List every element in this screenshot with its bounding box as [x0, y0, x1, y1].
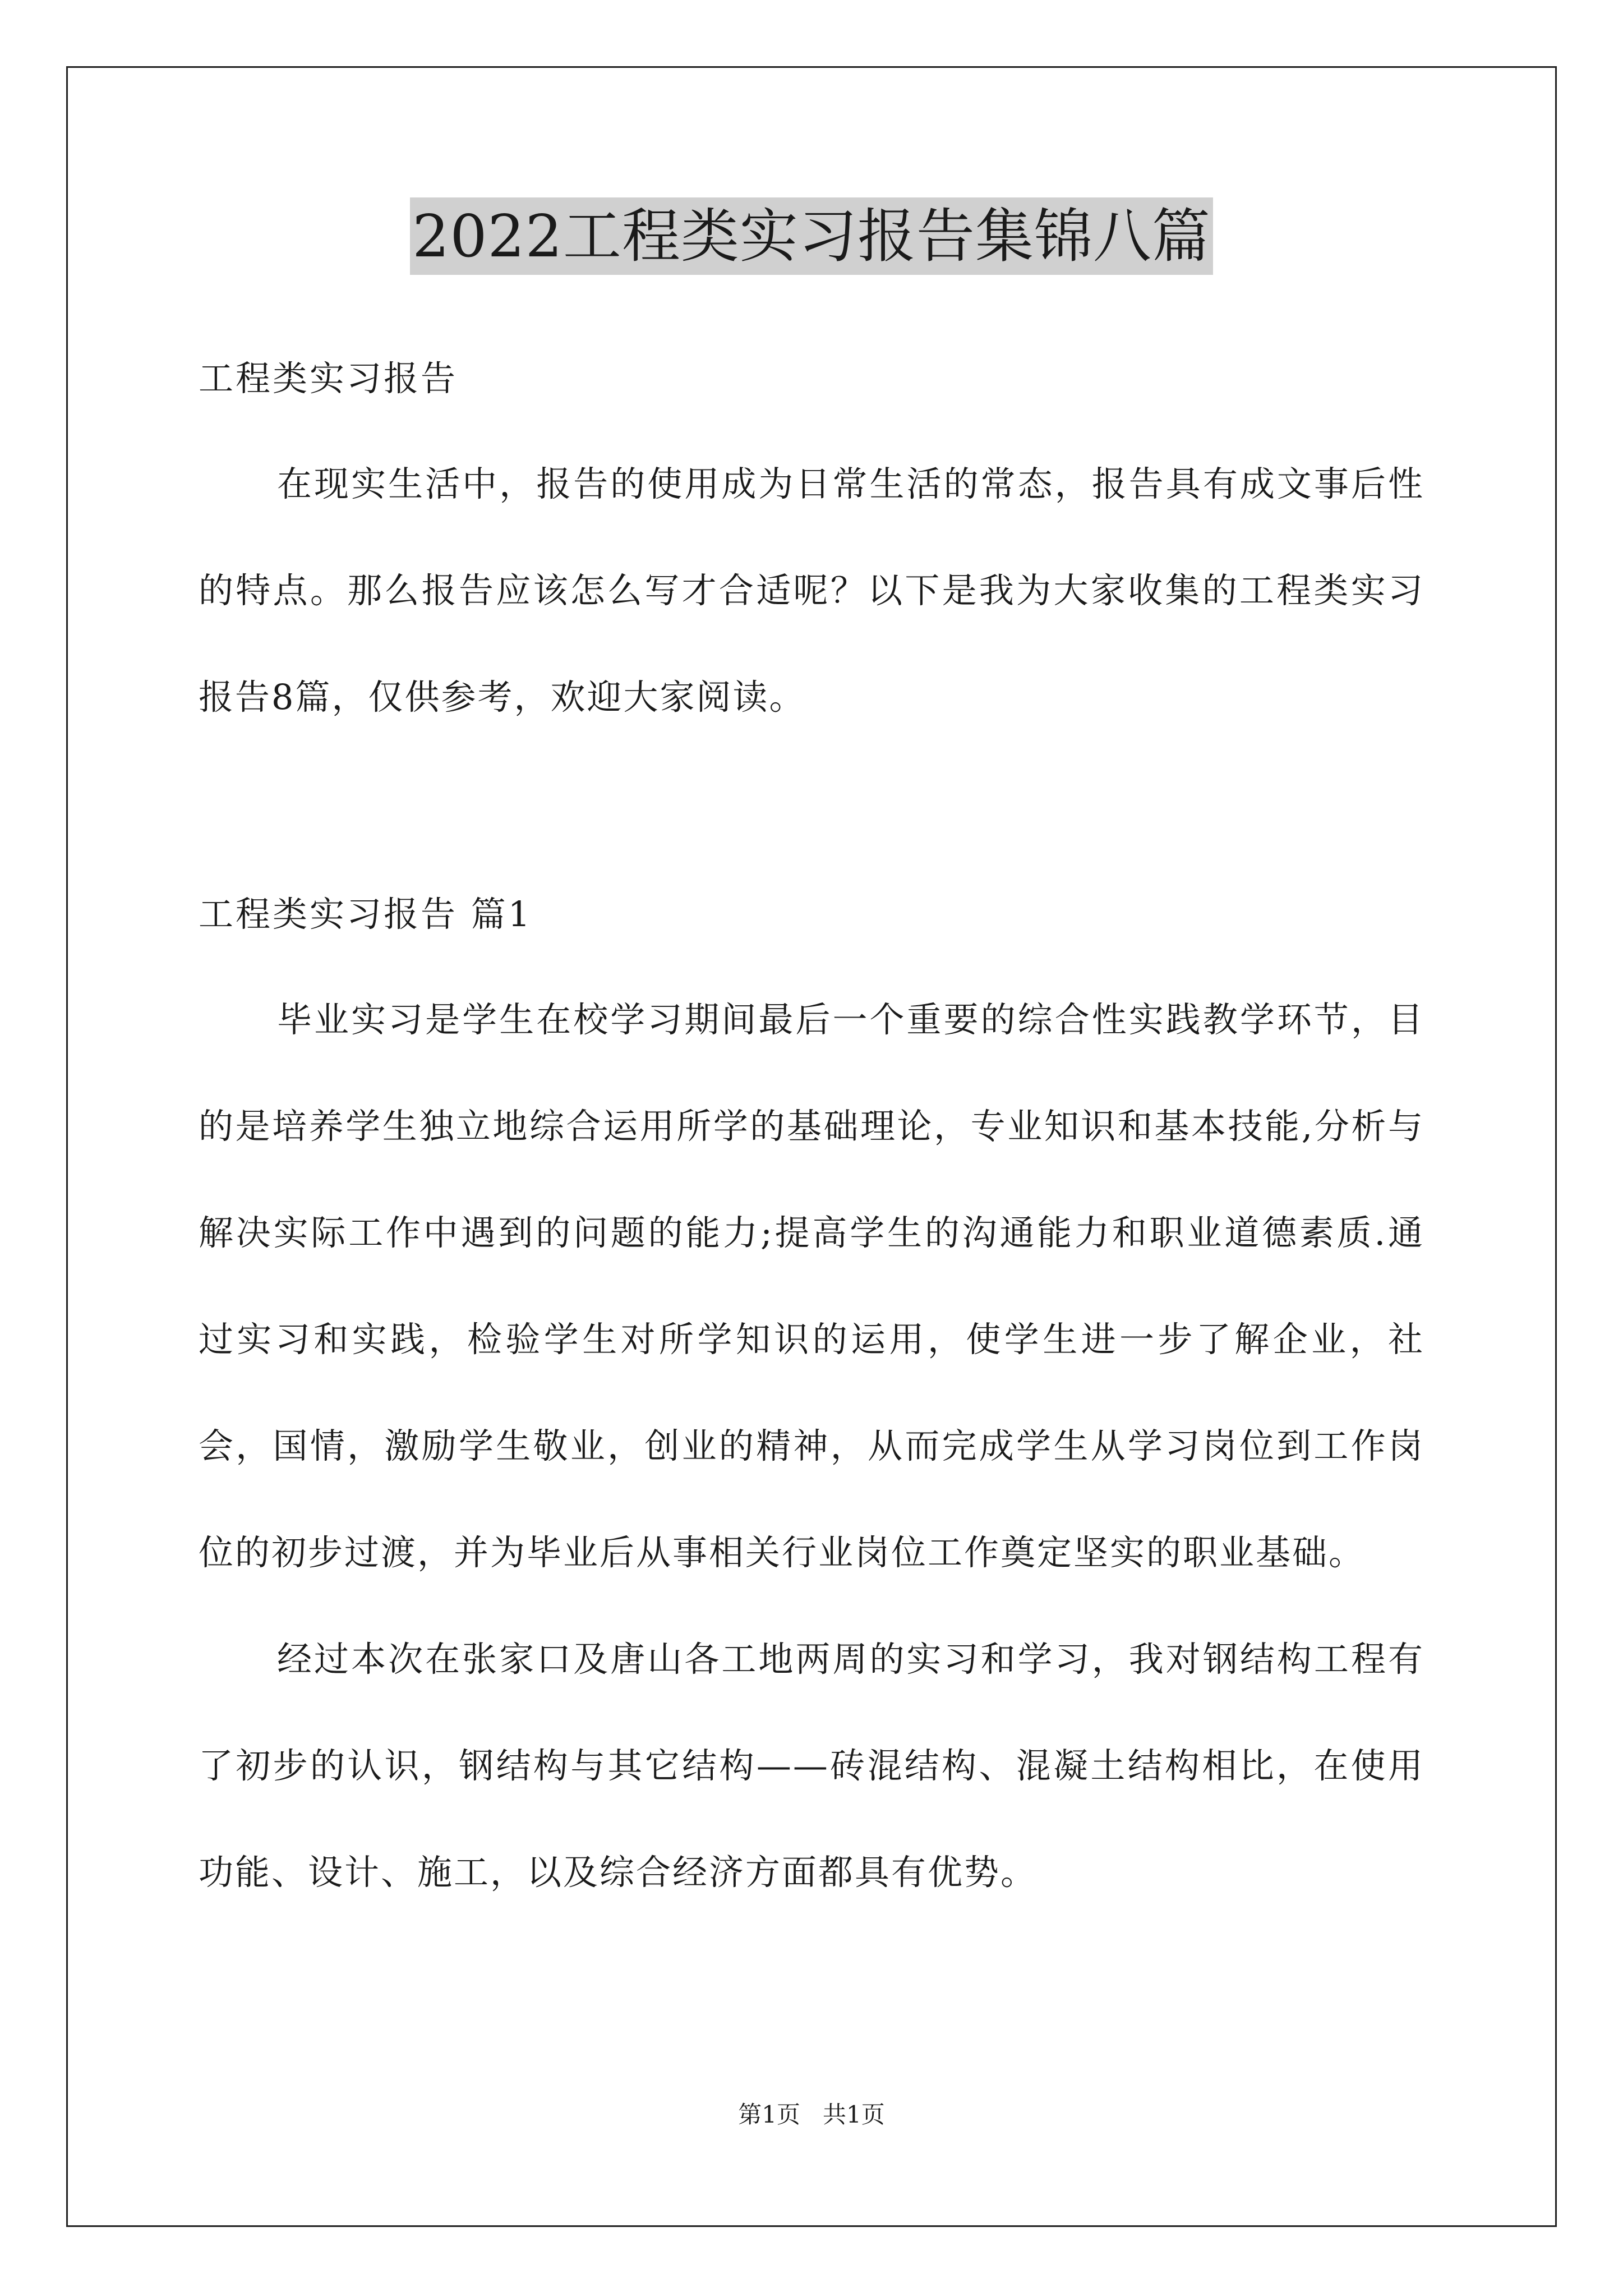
page-number-footer: 第1页 共1页 [738, 2101, 885, 2128]
section1-body [199, 967, 1424, 1926]
title-container [0, 197, 1623, 275]
section1-paragraph: 经过本次在张家口及唐山各工地两周的实习和学习，我对钢结构工程有了初步的认识，钢结构与其它结构——砖混结构、混凝土结构相比，在使用功能、设计、施工，以及综合经济方面都具有优势。 [199, 1639, 1424, 1893]
section1-paragraph: 毕业实习是学生在校学习期间最后一个重要的综合性实践教学环节，目的是培养学生独立地综合运用所学的基础理论，专业知识和基本技能,分析与解决实际工作中遇到的问题的能力;提高学生的沟通能力和职业道德素质.通过实习和实践，检验学生对所学知识的运用，使学生进一步了解企业，社会，国情，激励学生敬业，创业的精神，从而完成学生从学习岗位到工作岗位的初步过渡，并为毕业后从事相关行业岗位工作奠定坚实的职业基础。 [199, 999, 1424, 1573]
intro-heading: 工程类实习报告 [199, 358, 458, 399]
intro-paragraph: 在现实生活中，报告的使用成为日常生活的常态，报告具有成文事后性的特点。那么报告应该怎么写才合适呢？以下是我为大家收集的工程类实习报告8篇，仅供参考，欢迎大家阅读。 [199, 463, 1424, 717]
section1-heading: 工程类实习报告 篇1 [199, 894, 533, 935]
document-title: 2022工程类实习报告集锦八篇 [410, 197, 1213, 275]
intro-body [199, 431, 1424, 751]
